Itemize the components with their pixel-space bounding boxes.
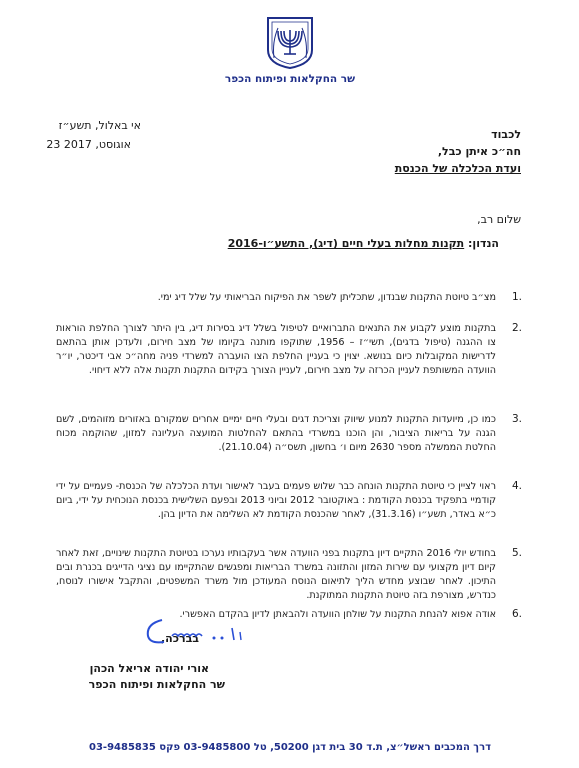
item-text: כמו כן, מיועדות התקנות למנוע שיווק וצריכת דגים ובעלי חיים ימיים אחרים שמקורם באזורים מזוהמים, לשם הגנה על בריאות הציבור, והן הוכנו במשרדי בהתאם להחלטות המועצה העליונה למזון, שהוקמה מכוח החלטת הממשלה מספר 2630 מיום ו׳ בחשון, תשס״ה (21.10.04). (56, 414, 496, 454)
ministry-header: שר החקלאות ופיתוח הכפר (224, 73, 356, 85)
hebrew-date: אי באלול, תשע״ז (58, 119, 141, 132)
signer-name: אורי יהודה אריאל הכהן (89, 662, 209, 675)
item-number: .6 (511, 608, 522, 620)
item-text: ראוי לציין כי טיוטת התקנות הונחה כבר שלוש פעמים בעבר לאישור ועדת הכלכלה של הכנסת- פעמיים על ידי קודמיי בתפקיד בכנסת הקודמת : באוקטובר 2012 וביוני 2013 ובפעם השלישית בכנסת הנוכחית על ידי, ביום כ״א באדר, תשע״ו (31.3.16), לאחר שהכנסת הקודמת לא השלימה את הדיון בהן. (56, 481, 496, 521)
item-number: .2 (511, 322, 522, 334)
subject-text: תקנות מחלות בעלי חיים (דיג), התשע״ו-2016 (227, 237, 465, 250)
recipient-committee: ועדת הכלכלה של הכנסת (394, 162, 521, 175)
gregorian-date: 23 אוגוסט, 2017 (46, 138, 131, 151)
item-number: .4 (511, 480, 522, 492)
item-number: .3 (511, 413, 522, 425)
item-text: אודה אפוא להנחת התקנות על שולחן הוועדה ולהבאתן לדיון בהקדם האפשרי. (179, 609, 496, 620)
item-text: בחודש יולי 2016 התקיים דיון בתקנות בפני הוועדה אשר בעקבותיו נערכו בטיוטת התקנות שינויים, זאת לאחר קיום דיון מקצועי עם שירות המזון והתזונה במשרד הבריאות ומפגשים שהתקיימו עם נציגי הדייגים בכנרת ובים התיכון. לאחר שבוצע מחדש הליך לתיאום הנוסח המעודכן מול משרד המשפטים, והתקבל אישורו לנוסח, כנדרש, מצורפת בזה טיוטת התקנות המתוקנת. (56, 548, 496, 602)
greeting: שלום רב, (477, 213, 521, 226)
state-emblem-icon (264, 14, 316, 70)
subject-line (228, 237, 499, 250)
handwritten-signature (140, 614, 260, 648)
recipient-name: חה״כ איתן כבל, (437, 145, 521, 158)
item-text: מצ״ב טיוטת התקנות שבנדון, שתכליתן לשפר את הפיקוח הבריאותי על שלל דיג ימי. (157, 292, 496, 303)
recipient-salutation: לכבוד (491, 128, 521, 141)
item-text: בתקנות מוצע לקבוע את התנאים התברואיים לטיפול בשלל דיג בסירות דיג, בין היתר לצורך החלפת הוראות צו ההגנה (טיפול בדגים), תשי״ז – 1956, שתוקפו מותנה בקיומו של מצב חירום, ולעדכן אותן בהתאם לדרישות המקובלות כיום בנושא. יצוין כי בעניין החלפת הצו הועברה למשרדי פניה מחה״כ אבי דיכטר, יו״ר הוועדה המשותפת לעניין הכרזה על מצב חירום, לעניין הצורך בקידום התקנות תקנות אלה ללא דיחוי. (56, 323, 496, 377)
item-number: .5 (511, 547, 522, 559)
signer-title: שר החקלאות ופיתוח הכפר (88, 678, 225, 691)
closing-blessing: בברכה, (160, 632, 199, 645)
footer-address: דרך המכבים ראשל״צ, ת.ד 30 בית דגן 50200, טל 03-9485800 פקס 03-9485835 (89, 742, 491, 753)
subject-prefix: הנדון: (464, 237, 499, 250)
item-number: .1 (511, 291, 522, 303)
